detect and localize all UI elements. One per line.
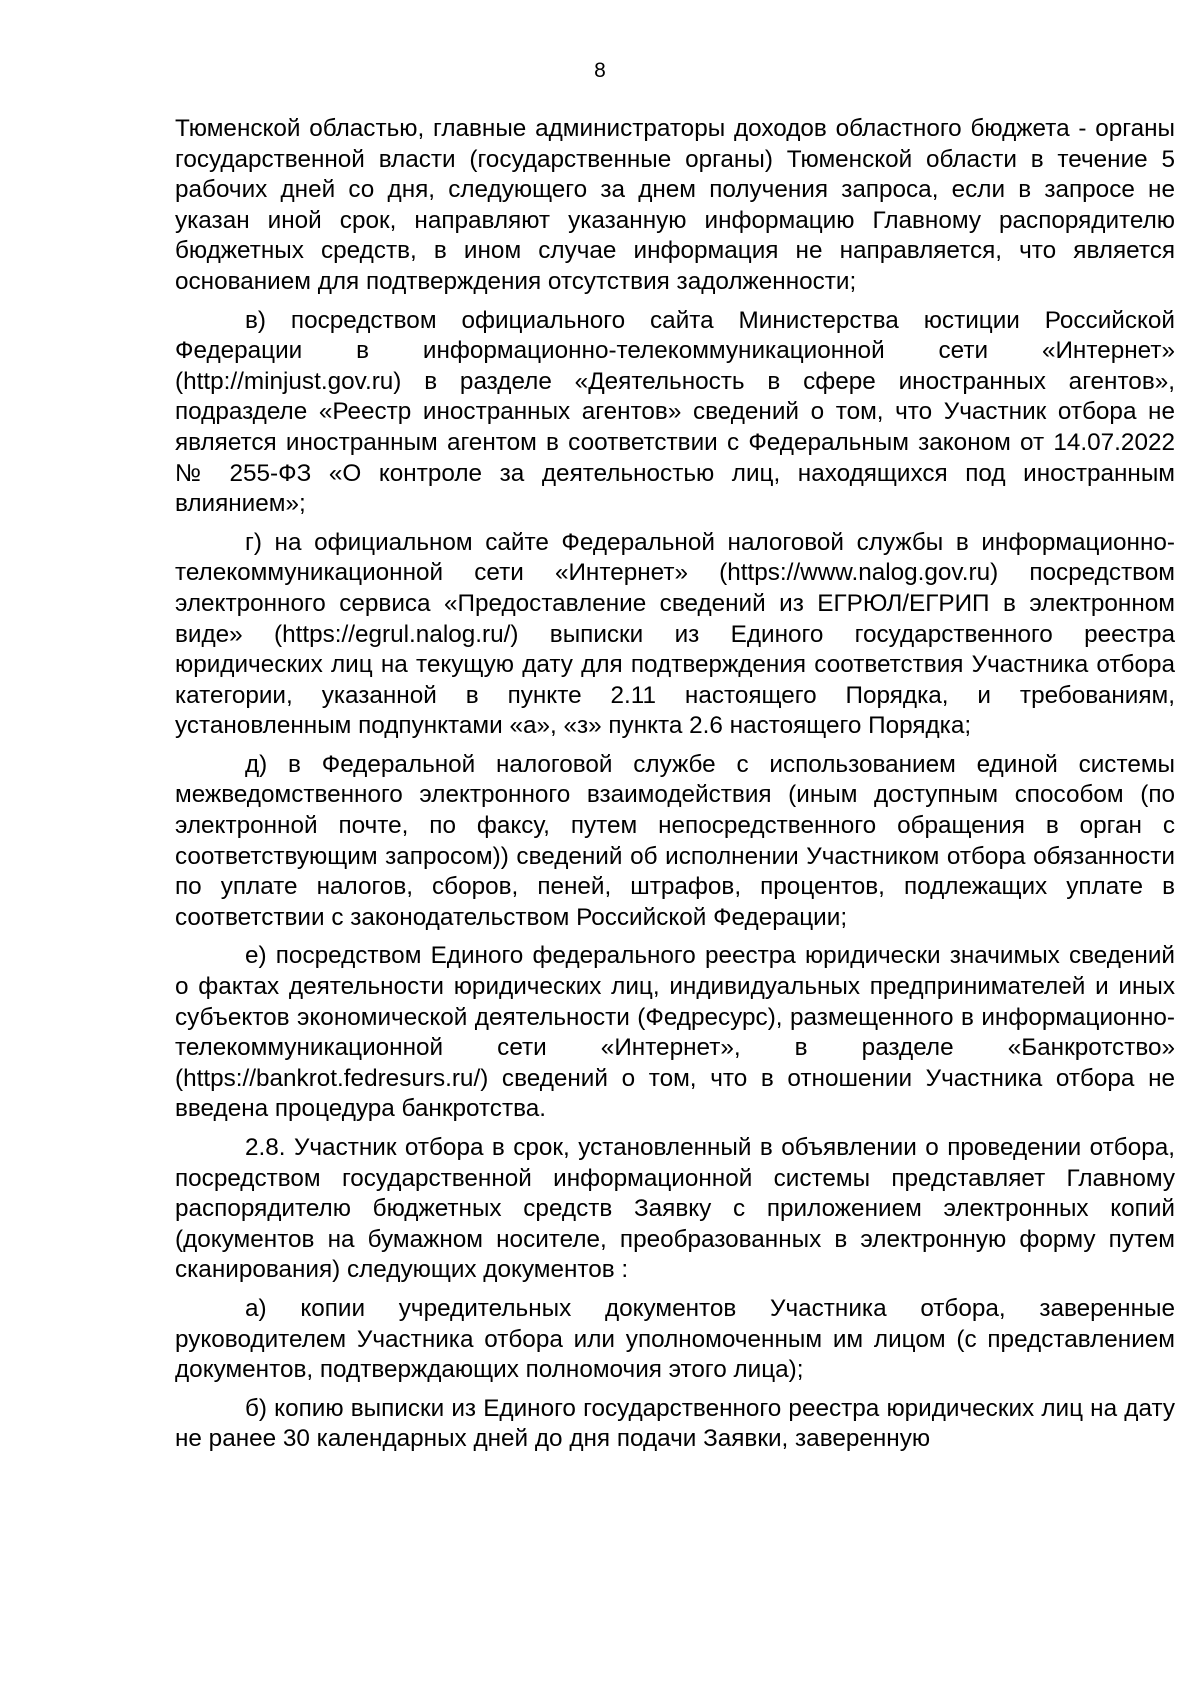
paragraph-item-v: в) посредством официального сайта Министерства юстиции Российской Федерации в информационно-телекоммуникационной сети «Интернет» (http://minjust.gov.ru) в разделе «Деятельность в сфере иностранных агентов», подразделе «Реестр иностранных агентов» сведений о том, что Участник отбора не является иностранным агентом в соответствии с Федеральным законом от 14.07.2022 № 255-ФЗ «О контроле за деятельностью лиц, находящихся под иностранным влиянием»; — [175, 306, 1175, 518]
paragraph-item-e: е) посредством Единого федерального реестра юридически значимых сведений о фактах деятельности юридических лиц, индивидуальных предпринимателей и иных субъектов экономической деятельности (Федресурс), размещенного в информационно-телекоммуникационной сети «Интернет», в разделе «Банкротство» (https://bankrot.fedresurs.ru/) сведений о том, что в отношении Участника отбора не введена процедура банкротства. — [175, 942, 1175, 1123]
paragraph-item-a: а) копии учредительных документов Участника отбора, заверенные руководителем Участника отбора или уполномоченным им лицом (с представлением документов, подтверждающих полномочия этого лица); — [175, 1294, 1175, 1384]
paragraph-item-d: д) в Федеральной налоговой службе с использованием единой системы межведомственного электронного взаимодействия (иным доступным способом (по электронной почте, по факсу, путем непосредственного обращения в орган с соответствующим запросом)) сведений об исполнении Участником отбора обязанности по уплате налогов, сборов, пеней, штрафов, процентов, подлежащих уплате в соответствии с законодательством Российской Федерации; — [175, 750, 1175, 931]
paragraph-item-g: г) на официальном сайте Федеральной налоговой службы в информационно-телекоммуникационной сети «Интернет» (https://www.nalog.gov.ru) посредством электронного сервиса «Предоставление сведений из ЕГРЮЛ/ЕГРИП в электронном виде» (https://egrul.nalog.ru/) выписки из Единого государственного реестра юридических лиц на текущую дату для подтверждения соответствия Участника отбора категории, указанной в пункте 2.11 настоящего Порядка, и требованиям, установленным подпунктами «а», «з» пункта 2.6 настоящего Порядка; — [175, 528, 1175, 740]
paragraph-continuation: Тюменской областью, главные администраторы доходов областного бюджета - органы государственной власти (государственные органы) Тюменской области в течение 5 рабочих дней со дня, следующего за днем получения запроса, если в запросе не указан иной срок, направляют указанную информацию Главному распорядителю бюджетных средств, в ином случае информация не направляется, что является основанием для подтверждения отсутствия задолженности; — [175, 115, 1175, 295]
document-body — [175, 114, 1175, 1459]
page-number: 8 — [594, 59, 606, 82]
paragraph-section-2-8: 2.8. Участник отбора в срок, установленный в объявлении о проведении отбора, посредством государственной информационной системы представляет Главному распорядителю бюджетных средств Заявку с приложением электронных копий (документов на бумажном носителе, преобразованных в электронную форму путем сканирования) следующих документов : — [175, 1134, 1175, 1284]
paragraph-item-b: б) копию выписки из Единого государственного реестра юридических лиц на дату не ранее 30 календарных дней до дня подачи Заявки, заверенную — [175, 1394, 1175, 1453]
